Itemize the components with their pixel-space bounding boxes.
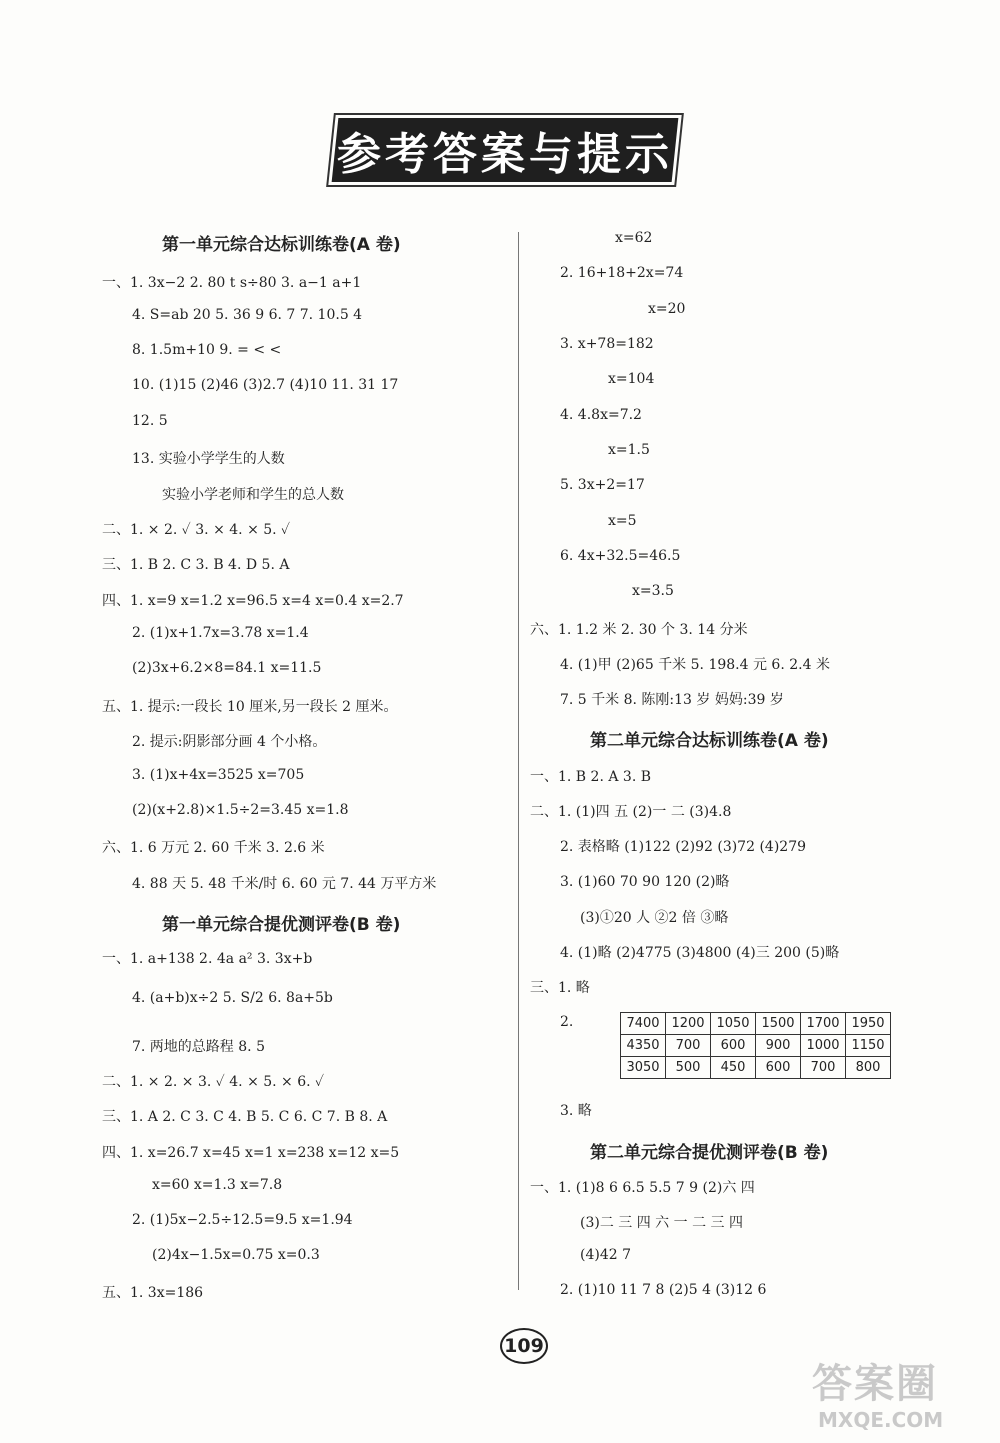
answer-line: x=20 xyxy=(648,301,686,317)
answer-line: x=62 xyxy=(615,230,653,246)
answer-line: 12. 5 xyxy=(132,413,168,429)
answer-line: 6. 4x+32.5=46.5 xyxy=(560,548,681,564)
answer-line: 四、1. x=26.7 x=45 x=1 x=238 x=12 x=5 xyxy=(102,1145,400,1161)
table-cell: 1050 xyxy=(711,1013,756,1035)
table-cell: 1000 xyxy=(801,1035,846,1057)
answer-line: 六、1. 1.2 米 2. 30 个 3. 14 分米 xyxy=(530,622,748,638)
answer-line: (4)42 7 xyxy=(580,1247,632,1263)
table-cell: 500 xyxy=(666,1057,711,1079)
table-row xyxy=(621,1035,891,1057)
answer-line: 4. (1)略 (2)4775 (3)4800 (4)三 200 (5)略 xyxy=(560,945,840,961)
answer-line: 2. 提示:阴影部分画 4 个小格。 xyxy=(132,734,327,750)
table-row xyxy=(621,1057,891,1079)
table-cell: 800 xyxy=(846,1057,891,1079)
table-cell: 600 xyxy=(711,1035,756,1057)
answer-line: (3)①20 人 ②2 倍 ③略 xyxy=(580,910,729,926)
answer-line: 一、1. 3x−2 2. 80 t s÷80 3. a−1 a+1 xyxy=(102,275,362,291)
answer-line: (2)3x+6.2×8=84.1 x=11.5 xyxy=(132,660,322,676)
section-title-unit2-a: 第二单元综合达标训练卷(A 卷) xyxy=(590,731,829,751)
answer-line: 3. 略 xyxy=(560,1103,592,1119)
answer-line: (2)4x−1.5x=0.75 x=0.3 xyxy=(152,1247,320,1263)
answer-line: 4. S=ab 20 5. 36 9 6. 7 7. 10.5 4 xyxy=(132,307,363,323)
answer-line: x=104 xyxy=(608,371,655,387)
table-cell: 4350 xyxy=(621,1035,666,1057)
table-cell: 700 xyxy=(801,1057,846,1079)
answer-line: 一、1. B 2. A 3. B xyxy=(530,769,652,785)
section-title-unit2-b: 第二单元综合提优测评卷(B 卷) xyxy=(590,1143,829,1163)
table-cell: 450 xyxy=(711,1057,756,1079)
watermark-url: MXQE.COM xyxy=(818,1408,944,1432)
answer-line: 10. (1)15 (2)46 (3)2.7 (4)10 11. 31 17 xyxy=(132,377,399,393)
answer-line: 六、1. 6 万元 2. 60 千米 3. 2.6 米 xyxy=(102,840,325,856)
table-cell: 900 xyxy=(756,1035,801,1057)
answer-line: 四、1. x=9 x=1.2 x=96.5 x=4 x=0.4 x=2.7 xyxy=(102,593,404,609)
section-title-unit1-a: 第一单元综合达标训练卷(A 卷) xyxy=(162,235,401,255)
table-cell: 1950 xyxy=(846,1013,891,1035)
watermark xyxy=(812,1352,992,1436)
page-title: 参考答案与提示 xyxy=(337,129,673,180)
answer-line: 2. (1)5x−2.5÷12.5=9.5 x=1.94 xyxy=(132,1212,353,1228)
section-title-unit1-b: 第一单元综合提优测评卷(B 卷) xyxy=(162,915,401,935)
table-cell: 600 xyxy=(756,1057,801,1079)
page-number: 109 xyxy=(500,1328,548,1364)
answer-line: 实验小学老师和学生的总人数 xyxy=(162,487,344,503)
answer-line: 3. (1)60 70 90 120 (2)略 xyxy=(560,874,730,890)
table-cell: 7400 xyxy=(621,1013,666,1035)
answer-line: 13. 实验小学学生的人数 xyxy=(132,451,285,467)
answer-line: 3. (1)x+4x=3525 x=705 xyxy=(132,767,305,783)
table-cell: 700 xyxy=(666,1035,711,1057)
answer-line: 二、1. × 2. ✓ 3. × 4. × 5. ✓ xyxy=(102,522,291,538)
answer-line: 三、1. 略 xyxy=(530,980,590,996)
table-cell: 3050 xyxy=(621,1057,666,1079)
answer-line: 一、1. (1)8 6 6.5 5.5 7 9 (2)六 四 xyxy=(530,1180,755,1196)
answer-line: 4. (1)甲 (2)65 千米 5. 198.4 元 6. 2.4 米 xyxy=(560,657,830,673)
table-cell: 1500 xyxy=(756,1013,801,1035)
column-divider xyxy=(518,232,519,1290)
answer-line: x=1.5 xyxy=(608,442,650,458)
answer-line: 二、1. × 2. × 3. ✓ 4. × 5. × 6. ✓ xyxy=(102,1074,325,1090)
answer-line: 2. 表格略 (1)122 (2)92 (3)72 (4)279 xyxy=(560,839,807,855)
answer-line: (2)(x+2.8)×1.5÷2=3.45 x=1.8 xyxy=(132,802,349,818)
answer-line: 五、1. 提示:一段长 10 厘米,另一段长 2 厘米。 xyxy=(102,699,398,715)
answer-line: 4. 88 天 5. 48 千米/时 6. 60 元 7. 44 万平方米 xyxy=(132,876,437,892)
answer-line: 三、1. A 2. C 3. C 4. B 5. C 6. C 7. B 8. A xyxy=(102,1109,388,1125)
answer-line: x=3.5 xyxy=(632,583,674,599)
answer-line: 7. 两地的总路程 8. 5 xyxy=(132,1039,265,1055)
answer-line: 2. (1)10 11 7 8 (2)5 4 (3)12 6 xyxy=(560,1282,767,1298)
answer-line: 7. 5 千米 8. 陈刚:13 岁 妈妈:39 岁 xyxy=(560,692,784,708)
answer-line: 2. 16+18+2x=74 xyxy=(560,265,684,281)
table-cell: 1700 xyxy=(801,1013,846,1035)
answer-line: x=5 xyxy=(608,513,637,529)
answer-line: 4. (a+b)x÷2 5. S/2 6. 8a+5b xyxy=(132,990,333,1006)
answer-line: x=60 x=1.3 x=7.8 xyxy=(152,1177,283,1193)
table-cell: 1200 xyxy=(666,1013,711,1035)
answer-line: 5. 3x+2=17 xyxy=(560,477,645,493)
answer-line: 2. xyxy=(560,1014,574,1030)
table-row xyxy=(621,1013,891,1035)
answer-line: 4. 4.8x=7.2 xyxy=(560,407,642,423)
answer-line: 8. 1.5m+10 9. = < < xyxy=(132,342,282,358)
answer-line: (3)二 三 四 六 一 二 三 四 xyxy=(580,1215,743,1231)
answer-line: 三、1. B 2. C 3. B 4. D 5. A xyxy=(102,557,290,573)
answer-line: 一、1. a+138 2. 4a a² 3. 3x+b xyxy=(102,951,313,967)
table-cell: 1150 xyxy=(846,1035,891,1057)
data-table xyxy=(620,1012,891,1079)
answer-line: 2. (1)x+1.7x=3.78 x=1.4 xyxy=(132,625,309,641)
answer-line: 3. x+78=182 xyxy=(560,336,654,352)
answer-line: 五、1. 3x=186 xyxy=(102,1285,204,1301)
watermark-logo-text: 答案圈 xyxy=(812,1361,938,1407)
answer-line: 二、1. (1)四 五 (2)一 二 (3)4.8 xyxy=(530,804,732,820)
